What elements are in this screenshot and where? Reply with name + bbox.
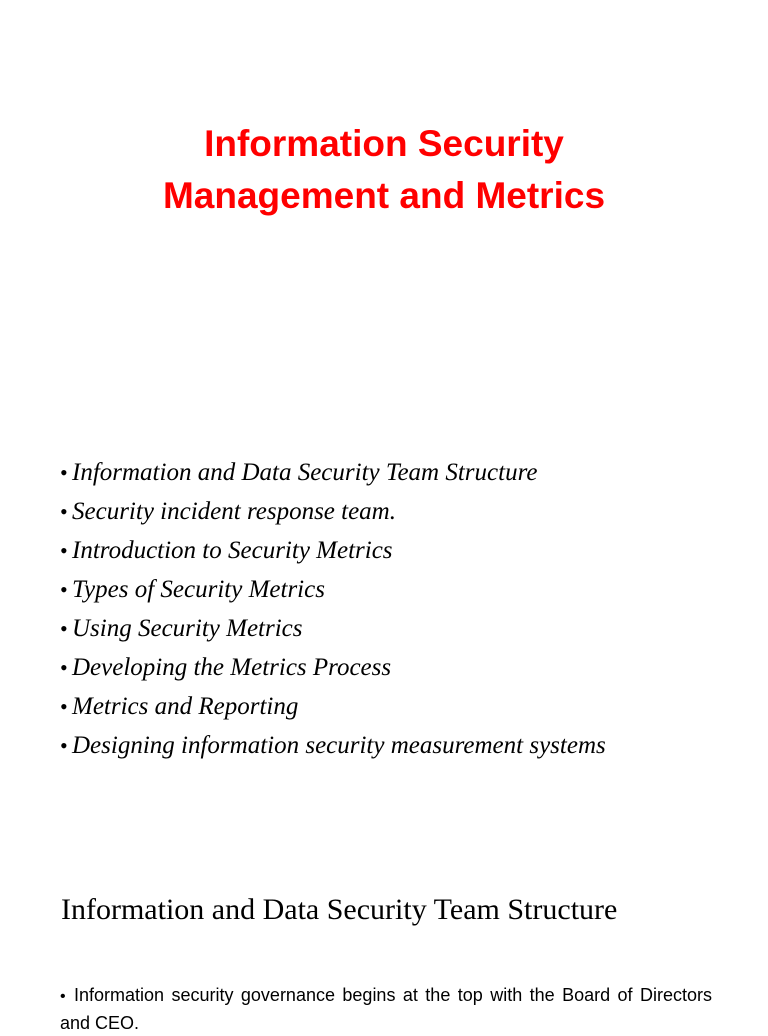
topic-text: Information and Data Security Team Structure: [72, 459, 538, 486]
bullet-marker: •: [60, 655, 68, 680]
topic-item: [60, 570, 606, 609]
topic-text: Introduction to Security Metrics: [72, 537, 393, 564]
topic-item: [60, 726, 606, 765]
topic-item: [60, 492, 606, 531]
bullet-marker: •: [60, 616, 68, 641]
bullet-marker: •: [60, 988, 66, 1005]
bullet-marker: •: [60, 460, 68, 485]
topic-text: Security incident response team.: [72, 498, 396, 525]
bullet-marker: •: [60, 577, 68, 602]
title-line-1: Information Security: [204, 123, 564, 164]
topic-text: Metrics and Reporting: [72, 693, 299, 720]
topic-item: [60, 687, 606, 726]
title-line-2: Management and Metrics: [162, 175, 606, 216]
bullet-marker: •: [60, 694, 68, 719]
topic-item: [60, 453, 606, 492]
body-list: [60, 982, 712, 1036]
topic-item: [60, 609, 606, 648]
bullet-marker: •: [60, 733, 68, 758]
section-heading: Information and Data Security Team Structure: [61, 893, 618, 926]
slide-title: [0, 118, 768, 222]
topic-text: Using Security Metrics: [72, 615, 303, 642]
topic-item: [60, 648, 606, 687]
body-item: [60, 982, 712, 1036]
body-text: Information security governance begins at the top with the Board of Directors and CEO.: [60, 985, 712, 1033]
topic-item: [60, 531, 606, 570]
topic-list: [60, 453, 606, 765]
bullet-marker: •: [60, 538, 68, 563]
topic-text: Designing information security measurement systems: [72, 732, 606, 759]
topic-text: Types of Security Metrics: [72, 576, 325, 603]
topic-text: Developing the Metrics Process: [72, 654, 392, 681]
bullet-marker: •: [60, 499, 68, 524]
